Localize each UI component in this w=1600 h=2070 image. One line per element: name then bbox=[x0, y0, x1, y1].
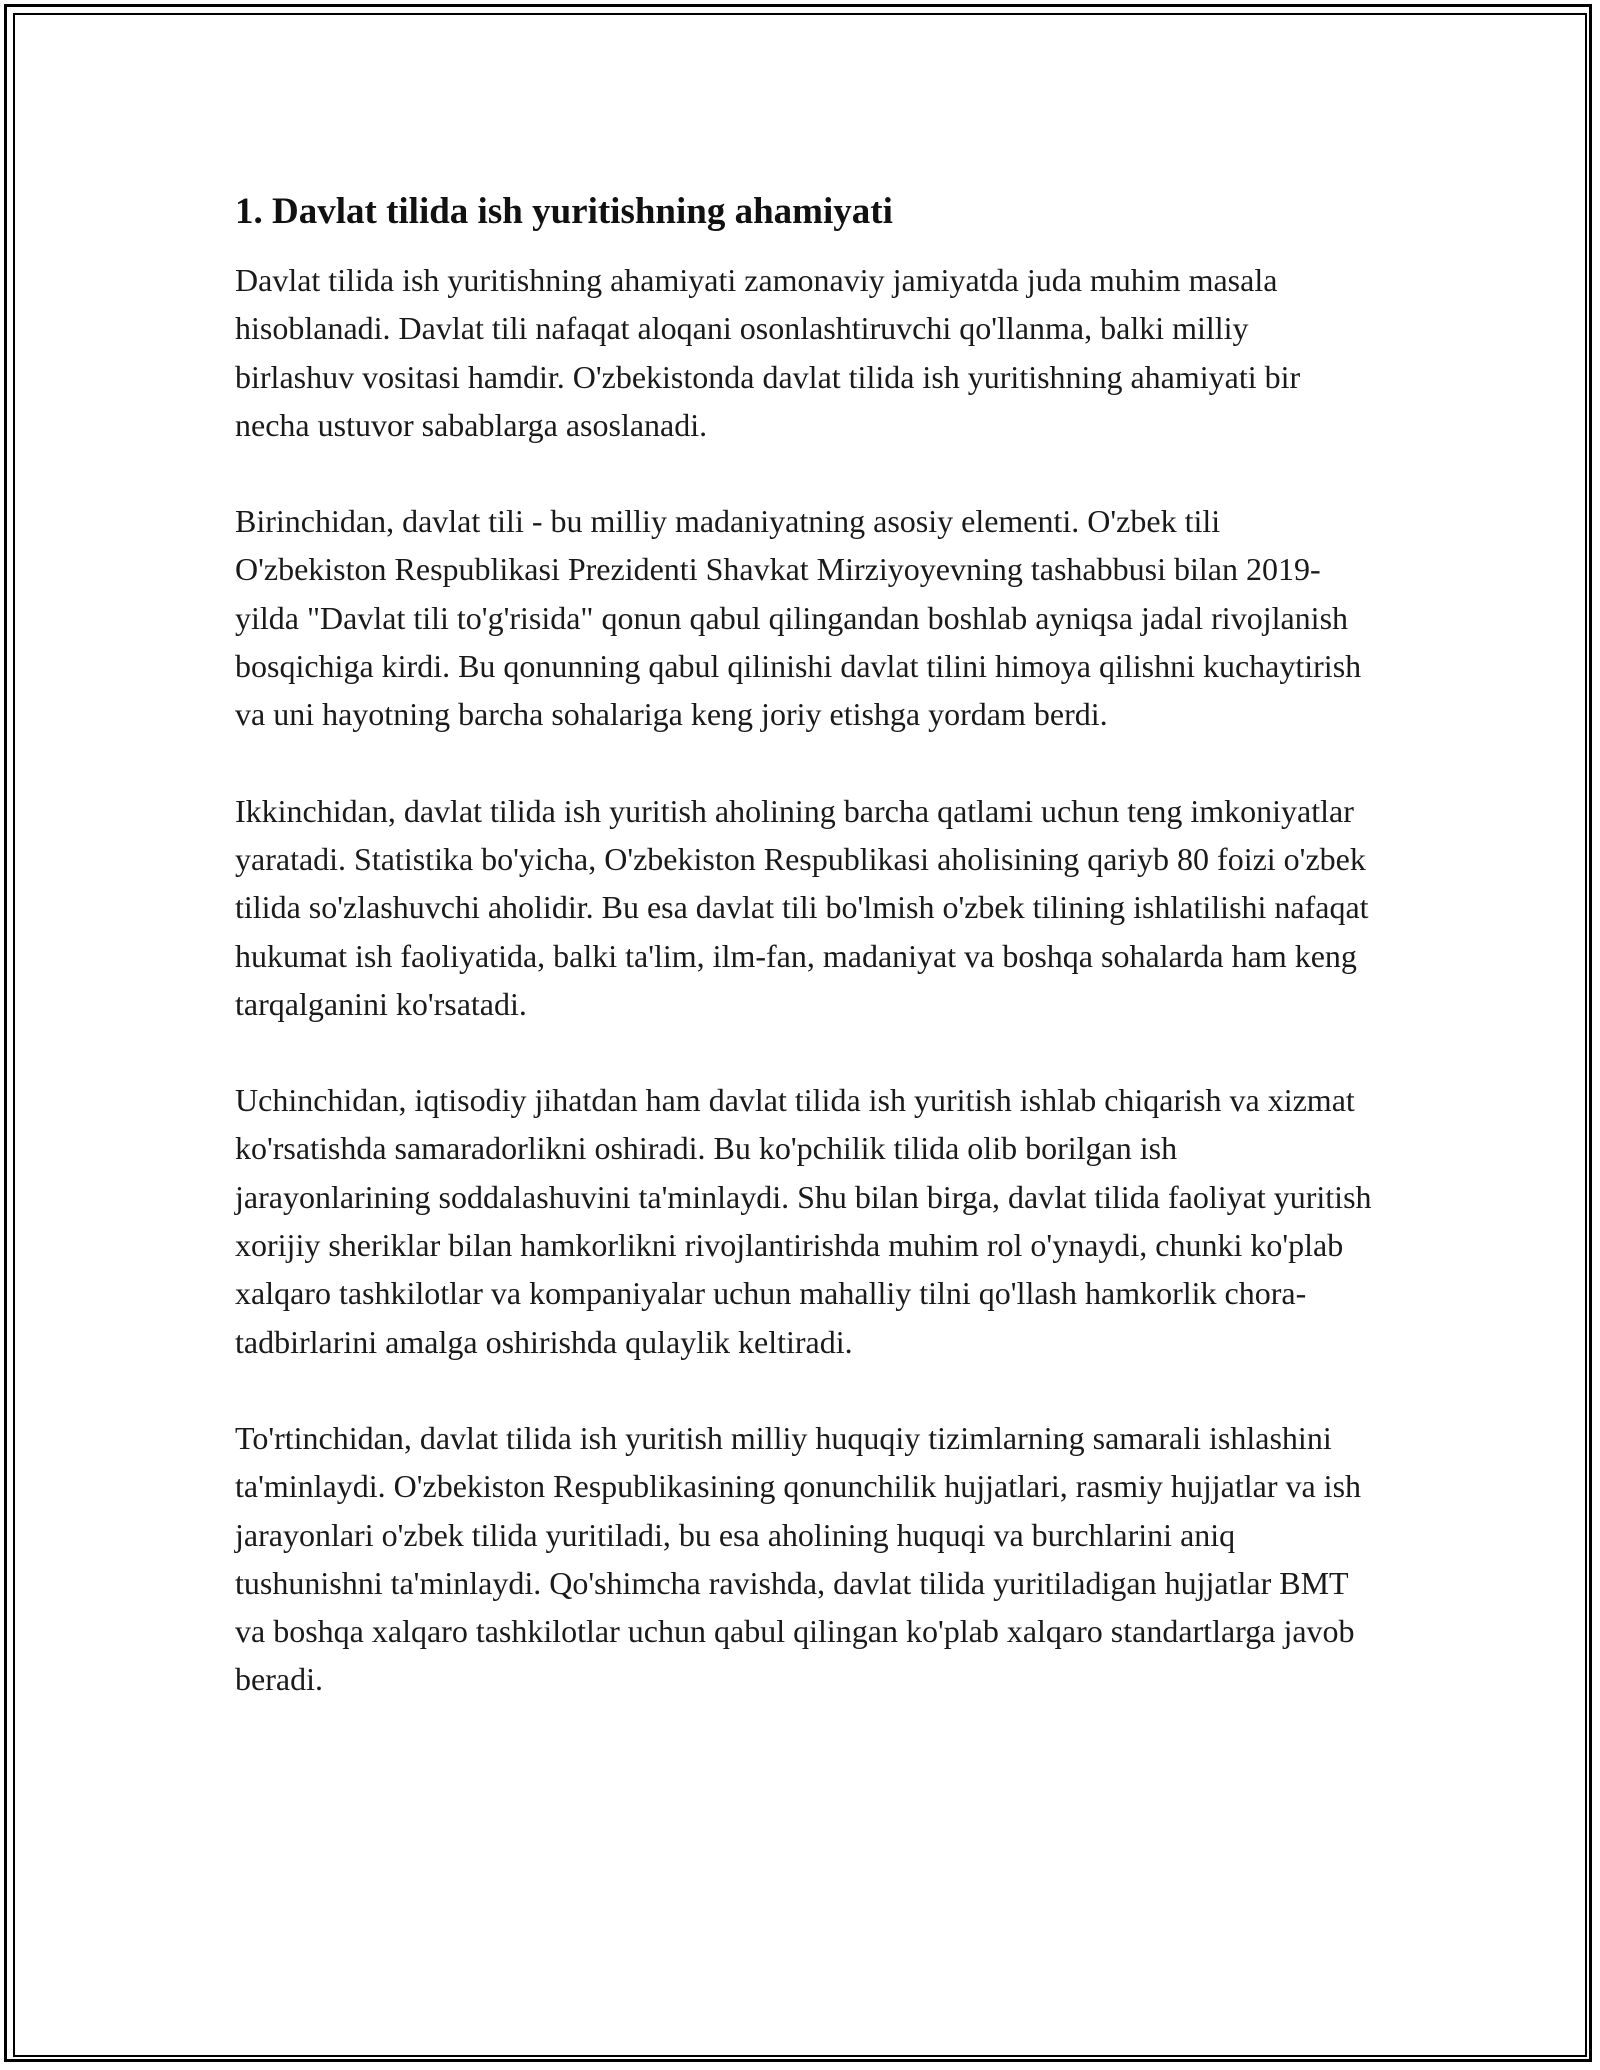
paragraph-second-reason: Ikkinchidan, davlat tilida ish yuritish aholining barcha qatlami uchun teng imkoniyatlar yaratadi. Statistika bo'yicha, O'zbekiston Respublikasi aholisining qariyb 80 foizi o'zbek tilida so'zlashuvchi aholidir. Bu esa davlat tili bo'lmish o'zbek tilining ishlatilishi nafaqat hukumat ish faoliyatida, balki ta'lim, ilm-fan, madaniyat va boshqa sohalarda ham keng tarqalganini ko'rsatadi. bbox=[235, 792, 1369, 1022]
paragraph-intro: Davlat tilida ish yuritishning ahamiyati zamonaviy jamiyatda juda muhim masala hisoblanadi. Davlat tili nafaqat aloqani osonlashtiruvchi qo'llanma, balki milliy birlashuv vositasi hamdir. O'zbekistonda davlat tilida ish yuritishning ahamiyati bir necha ustuvor sabablarga asoslanadi. bbox=[235, 262, 1301, 443]
paragraph-first-reason: Birinchidan, davlat tili - bu milliy madaniyatning asosiy elementi. O'zbek tili O'zbekiston Respublikasi Prezidenti Shavkat Mirziyoyevning tashabbusi bilan 2019-yilda "Davlat tili to'g'risida" qonun qabul qilingandan boshlab ayniqsa jadal rivojlanish bosqichiga kirdi. Bu qonunning qabul qilinishi davlat tilini himoya qilishni kuchaytirish va uni hayotning barcha sohalariga keng joriy etishga yordam berdi. bbox=[235, 503, 1362, 733]
section-title: 1. Davlat tilida ish yuritishning ahamiyati bbox=[235, 191, 893, 232]
paragraph-third-reason: Uchinchidan, iqtisodiy jihatdan ham davlat tilida ish yuritish ishlab chiqarish va xizmat ko'rsatishda samaradorlikni oshiradi. Bu ko'pchilik tilida olib borilgan ish jarayonlarining soddalashuvini ta'minlaydi. Shu bilan birga, davlat tilida faoliyat yuritish xorijiy sheriklar bilan hamkorlikni rivojlantirishda muhim rol o'ynaydi, chunki ko'plab xalqaro tashkilotlar va kompaniyalar uchun mahalliy tilni qo'llash hamkorlik chora-tadbirlarini amalga oshirishda qulaylik keltiradi. bbox=[235, 1082, 1372, 1360]
document-body bbox=[235, 186, 1375, 1752]
paragraph-fourth-reason: To'rtinchidan, davlat tilida ish yuritish milliy huquqiy tizimlarning samarali ishlashini ta'minlaydi. O'zbekiston Respublikasining qonunchilik hujjatlari, rasmiy hujjatlar va ish jarayonlari o'zbek tilida yuritiladi, bu esa aholining huquqi va burchlarini aniq tushunishni ta'minlaydi. Qo'shimcha ravishda, davlat tilida yuritiladigan hujjatlar BMT va boshqa xalqaro tashkilotlar uchun qabul qilingan ko'plab xalqaro standartlarga javob beradi. bbox=[235, 1419, 1362, 1698]
